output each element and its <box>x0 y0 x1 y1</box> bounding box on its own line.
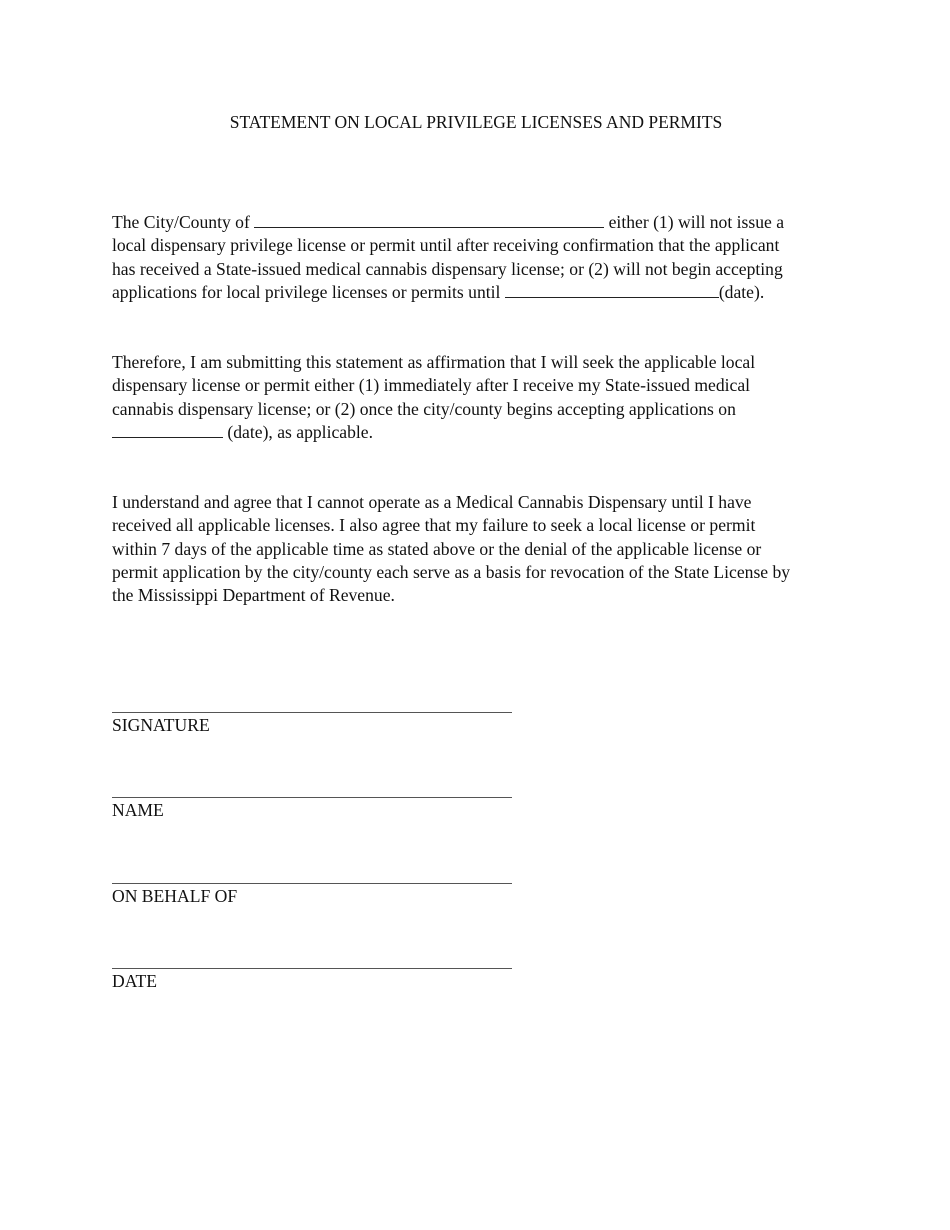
date-line[interactable] <box>112 968 512 969</box>
paragraph-line <box>112 281 842 304</box>
text-segment: The City/County of <box>112 212 250 232</box>
on-behalf-of-field <box>112 883 512 907</box>
text-segment: either (1) will not issue a <box>608 212 785 232</box>
document-title: STATEMENT ON LOCAL PRIVILEGE LICENSES AND PERMITS <box>229 112 723 132</box>
paragraph-line: I understand and agree that I cannot operate as a Medical Cannabis Dispensary until I have <box>112 492 752 512</box>
paragraph-line: local dispensary privilege license or permit until after receiving confirmation that the applicant <box>112 235 780 256</box>
name-label: NAME <box>112 800 164 820</box>
date-field <box>112 968 512 992</box>
paragraph-line: dispensary license or permit either (1) immediately after I receive my State-issued medical <box>112 375 751 396</box>
paragraph-line: permit application by the city/county each serve as a basis for revocation of the State License by <box>112 561 791 582</box>
paragraph-line: the Mississippi Department of Revenue. <box>112 585 395 606</box>
applications-date-blank-field[interactable] <box>112 422 223 438</box>
paragraph-line <box>112 421 842 444</box>
text-segment: applications for local privilege licenses or permits until <box>112 281 501 302</box>
city-county-blank-field[interactable] <box>254 212 604 228</box>
accepting-date-blank-field[interactable] <box>505 282 719 298</box>
paragraph-line: has received a State-issued medical cannabis dispensary license; or (2) will not begin accepting <box>112 258 783 279</box>
date-label: DATE <box>112 971 157 991</box>
on-behalf-of-label: ON BEHALF OF <box>112 886 238 906</box>
name-field <box>112 797 512 821</box>
text-segment: (date). <box>718 281 765 302</box>
paragraph-affirmation <box>112 351 842 444</box>
signature-field <box>112 712 512 736</box>
paragraph-line: received all applicable licenses. I also agree that my failure to seek a local license or permit <box>112 515 756 536</box>
signature-label: SIGNATURE <box>112 715 210 735</box>
paragraph-agreement <box>112 491 842 607</box>
text-segment: (date), as applicable. <box>227 421 373 442</box>
paragraph-line: within 7 days of the applicable time as stated above or the denial of the applicable license or <box>112 538 762 559</box>
paragraph-city-county <box>112 211 842 304</box>
paragraph-line: cannabis dispensary license; or (2) once the city/county begins accepting applications on <box>112 398 736 419</box>
signature-line[interactable] <box>112 712 512 713</box>
paragraph-line: Therefore, I am submitting this statement as affirmation that I will seek the applicable local <box>112 352 756 372</box>
name-line[interactable] <box>112 797 512 798</box>
on-behalf-of-line[interactable] <box>112 883 512 884</box>
paragraph-line <box>112 211 842 234</box>
